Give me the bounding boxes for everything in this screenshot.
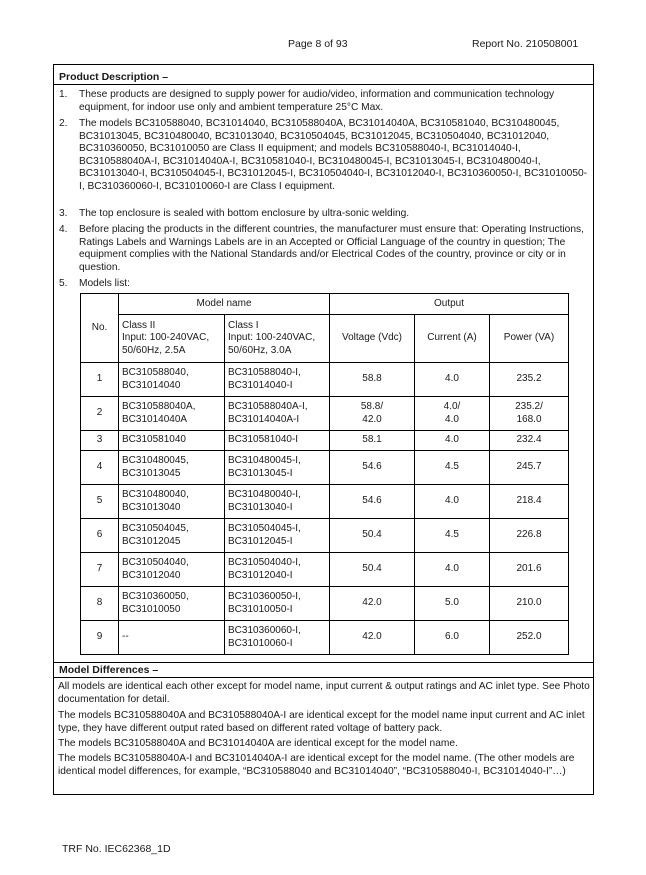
item-number: 5.: [59, 278, 68, 289]
cell-power: 235.2/ 168.0: [490, 397, 569, 431]
header-power: Power (VA): [490, 315, 569, 363]
table-subheader-row: [81, 315, 569, 363]
cell-class-ii-model: BC310480045, BC31013045: [119, 451, 225, 485]
differences-paragraph: The models BC310588040A and BC310588040A-I are identical except for the model name input current and AC inlet type, they have different output rated based on different rated voltage of battery pack.: [58, 710, 585, 734]
cell-no: 2: [81, 397, 119, 431]
cell-voltage: 58.8/ 42.0: [330, 397, 415, 431]
cell-no: 6: [81, 519, 119, 553]
cell-current: 4.5: [415, 451, 490, 485]
cell-no: 4: [81, 451, 119, 485]
cell-voltage: 42.0: [330, 621, 415, 655]
table-body: [81, 363, 569, 655]
cell-class-ii-model: BC310360050, BC31010050: [119, 587, 225, 621]
cell-power: 252.0: [490, 621, 569, 655]
cell-power: 235.2: [490, 363, 569, 397]
description-item-3: [59, 208, 591, 221]
cell-class-i-model: BC310588040-I, BC31014040-I: [225, 363, 330, 397]
description-item-4: [59, 224, 591, 274]
cell-class-i-model: BC310480045-I, BC31013045-I: [225, 451, 330, 485]
cell-current: 4.0: [415, 431, 490, 451]
cell-class-i-model: BC310504040-I, BC31012040-I: [225, 553, 330, 587]
divider-differences: [53, 662, 594, 663]
table-row: [81, 519, 569, 553]
description-item-1: [59, 89, 591, 114]
cell-class-ii-model: --: [119, 621, 225, 655]
cell-voltage: 58.8: [330, 363, 415, 397]
item-text: The top enclosure is sealed with bottom enclosure by ultra-sonic welding.: [79, 208, 410, 219]
differences-paragraph: The models BC310588040A-I and BC31014040A-I are identical except for the model name. (The other models are identical model differences, for example, “BC310588040 and BC31014040”, “BC310588040-I, BC31014040-I”…): [58, 753, 575, 777]
cell-power: 232.4: [490, 431, 569, 451]
cell-current: 4.0: [415, 485, 490, 519]
cell-class-i-model: BC310581040-I: [225, 431, 330, 451]
page-number: Page 8 of 93: [288, 38, 348, 50]
cell-power: 245.7: [490, 451, 569, 485]
cell-class-ii-model: BC310588040A, BC31014040A: [119, 397, 225, 431]
header-class-ii: Class II Input: 100-240VAC, 50/60Hz, 2.5A: [119, 315, 225, 363]
cell-current: 4.0: [415, 363, 490, 397]
table-row: [81, 553, 569, 587]
divider-title: [53, 84, 594, 85]
description-item-2: [59, 118, 591, 194]
cell-class-i-model: BC310588040A-I, BC31014040A-I: [225, 397, 330, 431]
cell-voltage: 58.1: [330, 431, 415, 451]
cell-current: 6.0: [415, 621, 490, 655]
item-number: 2.: [59, 118, 68, 129]
cell-current: 4.0/ 4.0: [415, 397, 490, 431]
header-class-i: Class I Input: 100-240VAC, 50/60Hz, 3.0A: [225, 315, 330, 363]
cell-no: 3: [81, 431, 119, 451]
cell-current: 4.5: [415, 519, 490, 553]
model-differences-title: Model Differences –: [59, 664, 159, 676]
item-number: 4.: [59, 224, 68, 235]
item-number: 3.: [59, 208, 68, 219]
differences-paragraph: All models are identical each other except for model name, input current & output ratings and AC inlet type. See Photo documentation for detail.: [58, 681, 590, 705]
item-number: 1.: [59, 89, 68, 100]
table-row: [81, 363, 569, 397]
cell-class-i-model: BC310480040-I, BC31013040-I: [225, 485, 330, 519]
cell-current: 4.0: [415, 553, 490, 587]
cell-no: 8: [81, 587, 119, 621]
cell-current: 5.0: [415, 587, 490, 621]
product-description-title: Product Description –: [59, 71, 169, 83]
header-model-name: Model name: [119, 294, 330, 315]
header-no: No.: [81, 294, 119, 363]
cell-class-i-model: BC310360060-I, BC31010060-I: [225, 621, 330, 655]
cell-voltage: 54.6: [330, 451, 415, 485]
cell-class-ii-model: BC310504045, BC31012045: [119, 519, 225, 553]
cell-class-i-model: BC310504045-I, BC31012045-I: [225, 519, 330, 553]
cell-voltage: 54.6: [330, 485, 415, 519]
table-row: [81, 451, 569, 485]
table-header-row: [81, 294, 569, 315]
table-row: [81, 485, 569, 519]
cell-class-ii-model: BC310480040, BC31013040: [119, 485, 225, 519]
item-text: Before placing the products in the different countries, the manufacturer must ensure that: Operating Instructions, Ratings Labels and Warnings Labels are in an Accepted or Official Language of the country in question; The equipment complies with the National Standards and/or Electrical Codes of the country, province or city or in question.: [79, 224, 584, 273]
item-text: The models BC310588040, BC31014040, BC310588040A, BC31014040A, BC310581040, BC310480045, BC31013045, BC310480040, BC31013040, BC310504045, BC31012045, BC310504040, BC31012040, BC310360050, BC31010050 are Class II equipment; and models BC310588040-I, BC31014040-I, BC310588040A-I, BC31014040A-I, BC310581040-I, BC310480045-I, BC31013045-I, BC310480040-I, BC31013040-I, BC310504045-I, BC31012045-I, BC310504040-I, BC31012040-I, BC310360050-I, BC31010050-I, BC310360060-I, BC31010060-I are Class I equipment.: [79, 118, 588, 192]
cell-power: 210.0: [490, 587, 569, 621]
cell-class-ii-model: BC310581040: [119, 431, 225, 451]
cell-class-ii-model: BC310588040, BC31014040: [119, 363, 225, 397]
report-number: Report No. 210508001: [472, 38, 579, 50]
cell-voltage: 50.4: [330, 519, 415, 553]
header-output: Output: [330, 294, 569, 315]
header-current: Current (A): [415, 315, 490, 363]
table-row: [81, 397, 569, 431]
cell-no: 7: [81, 553, 119, 587]
cell-power: 201.6: [490, 553, 569, 587]
header-voltage: Voltage (Vdc): [330, 315, 415, 363]
cell-power: 226.8: [490, 519, 569, 553]
divider-differences-title: [53, 677, 594, 678]
cell-voltage: 50.4: [330, 553, 415, 587]
description-item-5: [59, 278, 591, 291]
cell-no: 9: [81, 621, 119, 655]
table-row: [81, 621, 569, 655]
item-text: These products are designed to supply power for audio/video, information and communication technology equipment, for indoor use only and ambient temperature 25°C Max.: [79, 89, 555, 113]
cell-voltage: 42.0: [330, 587, 415, 621]
cell-class-i-model: BC310360050-I, BC31010050-I: [225, 587, 330, 621]
cell-power: 218.4: [490, 485, 569, 519]
models-table: [80, 293, 569, 655]
cell-class-ii-model: BC310504040, BC31012040: [119, 553, 225, 587]
cell-no: 5: [81, 485, 119, 519]
item-text: Models list:: [79, 278, 130, 289]
cell-no: 1: [81, 363, 119, 397]
table-row: [81, 587, 569, 621]
differences-paragraph: The models BC310588040A and BC31014040A are identical except for the model name.: [58, 738, 458, 749]
table-row: [81, 431, 569, 451]
trf-number: TRF No. IEC62368_1D: [62, 843, 171, 855]
